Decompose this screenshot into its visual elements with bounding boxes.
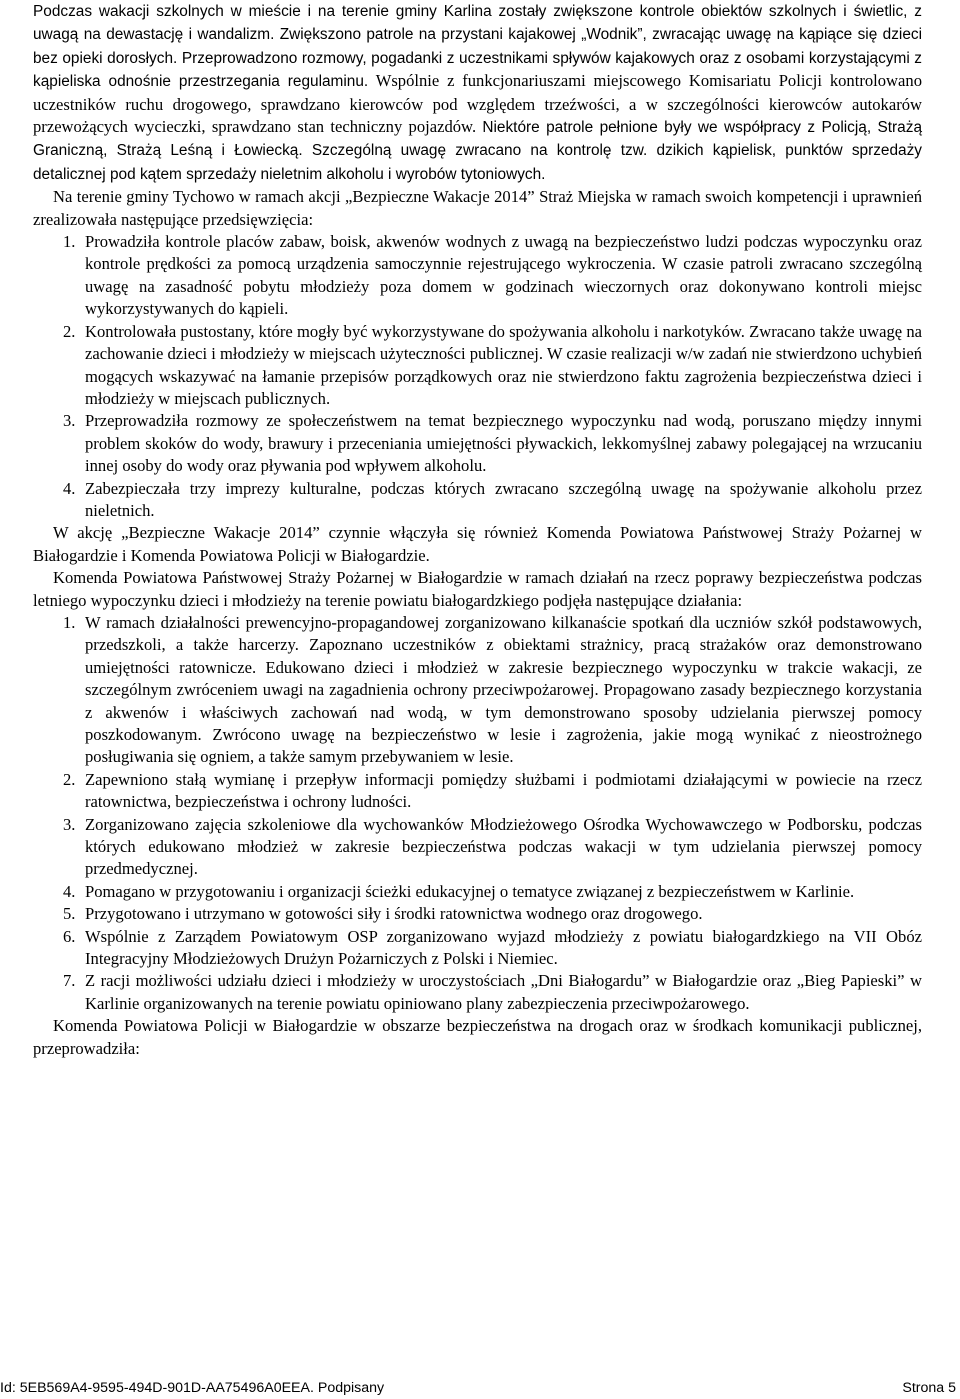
page-footer [0,1377,960,1396]
list-item [33,769,922,814]
list-item-number: 6. [63,926,76,946]
list-tychowo-actions [33,231,922,522]
list-item-number: 1. [63,232,76,252]
list-item-number: 2. [63,321,76,341]
list-item-number: 5. [63,904,76,924]
list-item [33,970,922,1015]
paragraph-karlin-text-c: Niektóre patrole pełnione były we współpracy z Policją, Strażą Graniczną, Strażą Leśną i Łowiecką. Szczególną uwagę zwracano na kontrolę tzw. dzikich kąpielisk, punktów sprzedaży detalicznej pod kątem sprzedaży nieletnim alkoholu i wyrobów tytoniowych. [33,119,922,183]
paragraph-tychowo-intro: Na terenie gminy Tychowo w ramach akcji „Bezpieczne Wakacje 2014” Straż Miejska w ramach swoich kompetencji i uprawnień zrealizowała następujące przedsięwzięcia: [33,187,922,229]
list-item [33,814,922,881]
paragraph-karlin-text-b: Wspólnie z funkcjonariuszami miejscowego Komisariatu Policji kontrolowano uczestników ruchu drogowego, sprawdzano kierowców pod względem trzeźwości, a w szczególności kierowców autokarów przewożących wycieczki, sprawdzano stan techniczny pojazdów. [33,71,922,137]
list-item [33,231,922,321]
list-item-text: Przygotowano i utrzymano w gotowości siły i środki ratownictwa wodnego oraz drogowego. [85,904,703,924]
list-item-number: 3. [63,814,76,834]
page-number: Strona 5 [902,1380,956,1396]
list-item [33,881,922,903]
list-item-text: Przeprowadziła rozmowy ze społeczeństwem na temat bezpiecznego wypoczynku nad wodą, poruszano między innymi problem skoków do wody, brawury i przeceniania umiejętności pływackich, lekkomyślnej zabawy polegającej na wrzucaniu innej osoby do wody oraz pływania pod wpływem alkoholu. [85,411,922,476]
list-item-text: Wspólnie z Zarządem Powiatowym OSP zorganizowano wyjazd młodzieży z powiatu białogardzkiego na VII Obóz Integracyjny Młodzieżowych Drużyn Pożarniczych z Polski i Niemiec. [85,926,922,969]
list-item-text: Pomagano w przygotowaniu i organizacji ścieżki edukacyjnej o tematyce związanej z bezpieczeństwem w Karlinie. [85,881,855,901]
paragraph-karlin-patrols [33,0,922,186]
list-item [33,903,922,925]
document-id-label: Id: 5EB569A4-9595-494D-901D-AA75496A0EEA. Podpisany [0,1380,385,1396]
paragraph-akcja-participants: W akcję „Bezpieczne Wakacje 2014” czynnie włączyła się również Komenda Powiatowa Państwowej Straży Pożarnej w Białogardzie i Komenda Powiatowa Policji w Białogardzie. [33,523,922,565]
list-item-number: 4. [63,478,76,498]
paragraph-psp-intro: Komenda Powiatowa Państwowej Straży Pożarnej w Białogardzie w ramach działań na rzecz poprawy bezpieczeństwa podczas letniego wypoczynku dzieci i młodzieży na terenie powiatu białogardzkiego podjęła następujące działania: [33,568,922,610]
list-item-text: Zabezpieczała trzy imprezy kulturalne, podczas których zwracano szczególną uwagę na spożywanie alkoholu przez nieletnich. [85,478,922,520]
list-item-text: Zapewniono stałą wymianę i przepływ informacji pomiędzy służbami i podmiotami działającymi w powiecie na rzecz ratownictwa, bezpieczeństwa i ochrony ludności. [85,769,922,812]
list-item [33,612,922,769]
list-item [33,321,922,411]
list-item-text: Prowadziła kontrole placów zabaw, boisk, akwenów wodnych z uwagą na bezpieczeństwo ludzi podczas wypoczynku oraz kontrole prędkości za pomocą urządzenia samoczynnie rejestrującego wykroczenia. W czasie patroli zwracano szczególną uwagę na zasadność pobytu młodzieży poza domem w godzinach wieczornych oraz dokonywano kontroli miejsc wykorzystywanych do kąpieli. [85,232,922,319]
paragraph-karlin-text-a: Podczas wakacji szkolnych w mieście i na terenie gminy Karlina zostały zwiększone kontrole obiektów szkolnych i świetlic, z uwagą na dewastację i wandalizm. Zwiększono patrole na przystani kajakowej „Wodnik”, zwracając uwagę na kąpiące się dzieci bez opieki dorosłych. Przeprowadzono rozmowy, pogadanki z uczestnikami spływów kajakowych oraz z osobami korzystającymi z kąpieliska odnośnie przestrzegania regulaminu. [33,3,922,91]
list-item-number: 3. [63,411,76,431]
list-psp-actions [33,612,922,1015]
list-item-number: 2. [63,769,76,789]
list-item [33,410,922,477]
list-item-number: 1. [63,612,76,632]
list-item [33,926,922,971]
list-item [33,478,922,523]
list-item-text: Z racji możliwości udziału dzieci i młodzieży w uroczystościach „Dni Białogardu” w Białogardzie oraz „Bieg Papieski” w Karlinie organizowanych na terenie powiatu opiniowano plany zabezpieczenia przeciwpożarowego. [85,971,922,1013]
list-item-text: Kontrolowała pustostany, które mogły być wykorzystywane do spożywania alkoholu i narkotyków. Zwracano także uwagę na zachowanie dzieci i młodzieży w miejscach użyteczności publicznej. W czasie realizacji w/w zadań nie stwierdzono uchybień mogących wskazywać na łamanie przepisów porządkowych oraz nie stwierdzono faktu zagrożenia bezpieczeństwa dzieci i młodzieży w miejscach publicznych. [85,321,923,408]
list-item-text: W ramach działalności prewencyjno-propagandowej zorganizowano kilkanaście spotkań dla uczniów szkół podstawowych, przedszkoli, a także harcerzy. Zapoznano uczestników z obiektami strażnicy, pracą strażaków oraz demonstrowano umiejętności ratownicze. Edukowano dzieci i młodzież w zakresie bezpiecznego wypoczynku w trakcie wakacji, ze szczególnym zwróceniem uwagi na zagadnienia ochrony przeciwpożarowej. Propagowano zasady bezpiecznego korzystania z akwenów i właściwych zachowań nad wodą, w tym demonstrowano sposoby udzielania pierwszej pomocy poszkodowanym. Zwrócono uwagę na bezpieczeństwo w lesie i zagrożenia, jakie mogą wynikać z nieostrożnego posługiwania się ogniem, a także samym przebywaniem w lesie. [85,612,922,767]
document-page [33,0,922,1060]
list-item-number: 7. [63,971,76,991]
paragraph-police-intro: Komenda Powiatowa Policji w Białogardzie w obszarze bezpieczeństwa na drogach oraz w środkach komunikacji publicznej, przeprowadziła: [33,1016,922,1058]
list-item-number: 4. [63,881,76,901]
list-item-text: Zorganizowano zajęcia szkoleniowe dla wychowanków Młodzieżowego Ośrodka Wychowawczego w Podborsku, podczas których edukowano młodzież w zakresie bezpieczeństwa podczas wakacji w tym udzielania pierwszej pomocy przedmedycznej. [85,814,922,879]
